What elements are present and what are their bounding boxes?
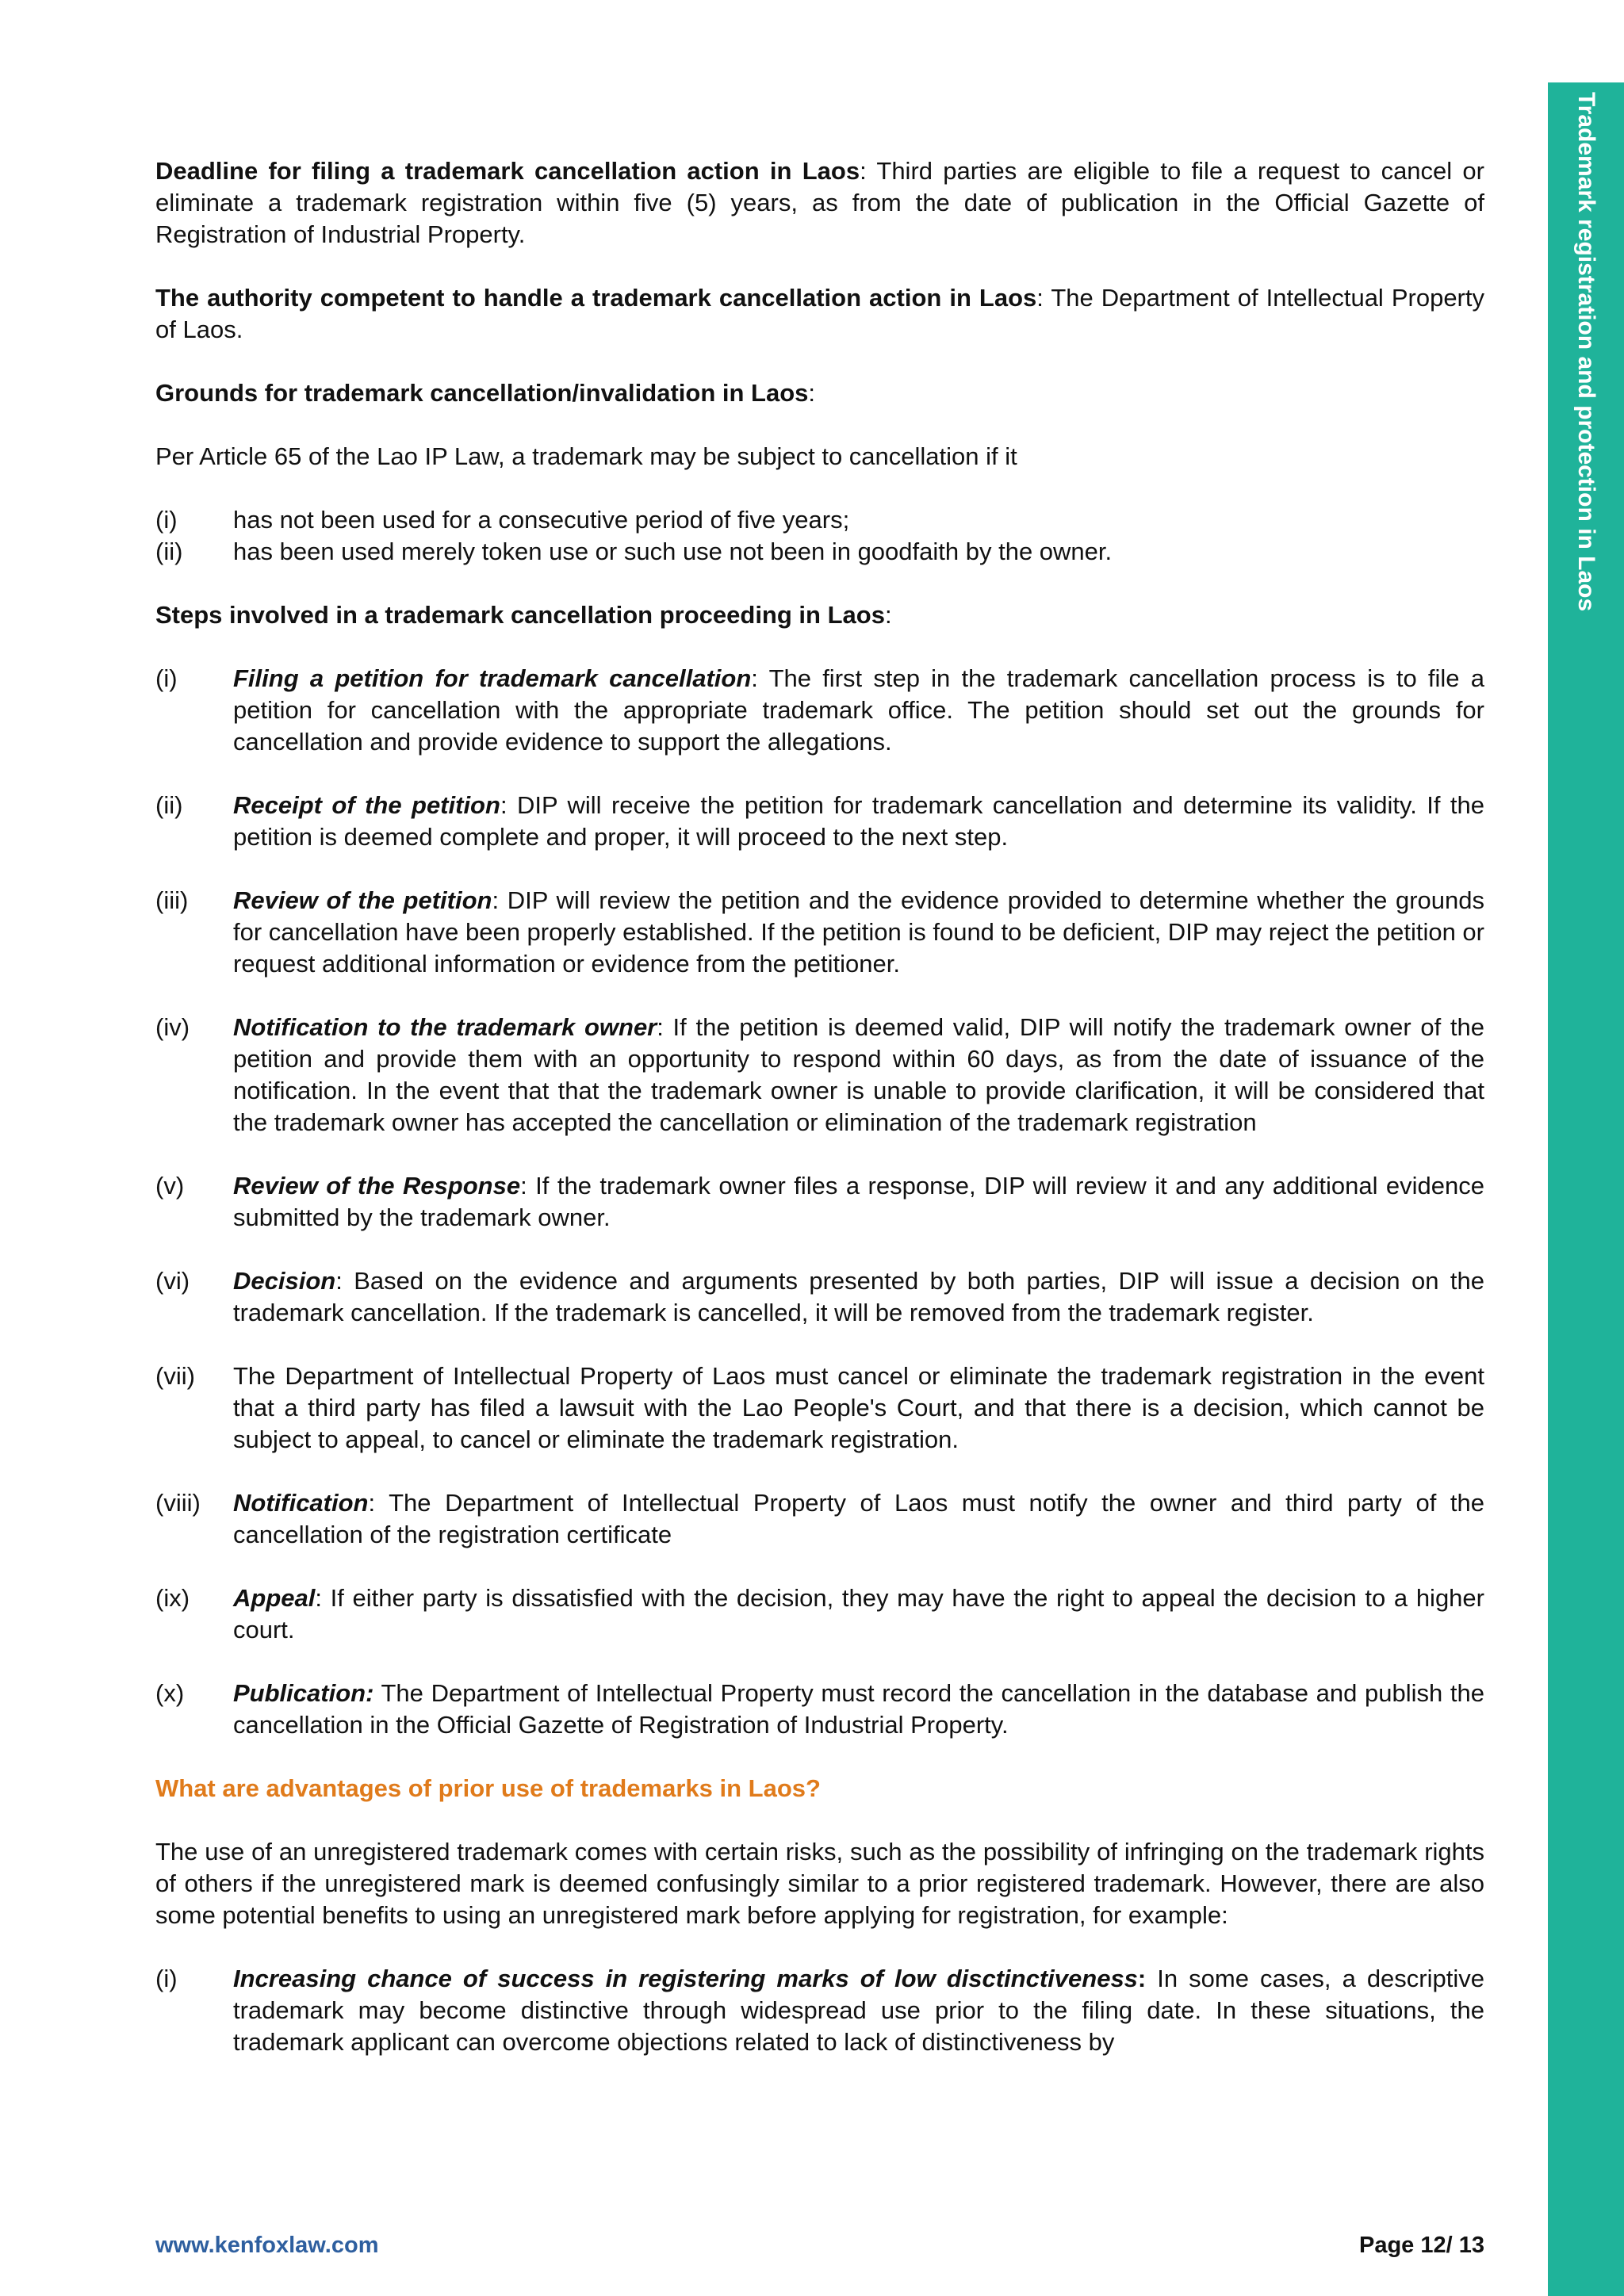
step-body: The Department of Intellectual Property of Laos must cancel or eliminate the trademark registration in the event that a third party has filed a lawsuit with the Lao People's Court, and that there is a decision, which cannot be subject to appeal, to cancel or eliminate the trademark registration. <box>233 1362 1484 1453</box>
list-item <box>155 1487 1484 1551</box>
list-number: (i) <box>155 664 178 692</box>
grounds-heading: Grounds for trademark cancellation/invalidation in Laos <box>155 379 809 407</box>
list-item <box>155 1582 1484 1646</box>
list-text <box>233 1265 1484 1329</box>
list-item <box>155 885 1484 980</box>
deadline-heading: Deadline for filing a trademark cancellation action in Laos <box>155 157 860 185</box>
steps-list <box>155 663 1484 1741</box>
list-text <box>233 1360 1484 1456</box>
document-body <box>155 155 1484 2090</box>
authority-heading: The authority competent to handle a trademark cancellation action in Laos <box>155 284 1037 312</box>
list-number: (ii) <box>155 538 183 565</box>
list-number: (i) <box>155 1965 178 1992</box>
steps-heading: Steps involved in a trademark cancellation proceeding in Laos <box>155 601 885 629</box>
list-item <box>155 1170 1484 1234</box>
grounds-intro: Per Article 65 of the Lao IP Law, a trademark may be subject to cancellation if it <box>155 442 1017 470</box>
sidebar-title: Trademark registration and protection in Laos <box>1573 92 1599 612</box>
step-body: : If the petition is deemed valid, DIP will notify the trademark owner of the petition and provide them with an opportunity to respond within 60 days, as from the date of issuance of the notification. In the event that that the trademark owner is unable to provide clarification, it will be considered that the trademark owner has accepted the cancellation or elimination of the trademark registration <box>233 1013 1484 1136</box>
step-term: Decision <box>233 1267 336 1295</box>
authority-text: : The Department of Intellectual Property of Laos. <box>155 284 1484 343</box>
step-body: : The Department of Intellectual Property of Laos must notify the owner and third party of the cancellation of the registration certificate <box>233 1489 1484 1548</box>
step-body: The Department of Intellectual Property must record the cancellation in the database and publish the cancellation in the Official Gazette of Registration of Industrial Property. <box>233 1679 1484 1739</box>
list-text <box>233 1487 1484 1551</box>
list-item <box>155 1678 1484 1741</box>
prior-use-heading: What are advantages of prior use of trademarks in Laos? <box>155 1774 821 1802</box>
list-item <box>155 1265 1484 1329</box>
list-number: (ix) <box>155 1584 190 1612</box>
step-body: : The first step in the trademark cancellation process is to file a petition for cancellation with the appropriate trademark office. The petition should set out the grounds for cancellation and provide evidence to support the allegations. <box>233 664 1484 756</box>
authority-paragraph <box>155 282 1484 346</box>
list-number: (viii) <box>155 1489 201 1517</box>
step-term: Receipt of the petition <box>233 791 500 819</box>
sidebar-banner <box>1548 82 1624 2296</box>
list-number: (vii) <box>155 1362 195 1390</box>
list-text <box>233 1012 1484 1138</box>
list-text <box>233 885 1484 980</box>
list-text <box>233 1963 1484 2058</box>
list-number: (ii) <box>155 791 183 819</box>
list-text: has not been used for a consecutive period of five years; <box>233 506 850 534</box>
list-item <box>155 1963 1484 2058</box>
deadline-text: : Third parties are eligible to file a request to cancel or eliminate a trademark registration within five (5) years, as from the date of publication in the Official Gazette of Registration of Industrial Property. <box>155 157 1484 248</box>
list-item <box>155 663 1484 758</box>
list-text <box>233 790 1484 853</box>
step-term: Publication: <box>233 1679 374 1707</box>
step-term: Appeal <box>233 1584 316 1612</box>
list-text <box>233 1170 1484 1234</box>
list-text <box>233 1582 1484 1646</box>
list-text <box>233 663 1484 758</box>
footer-page-number: Page 12/ 13 <box>1359 2233 1484 2258</box>
deadline-paragraph <box>155 155 1484 251</box>
grounds-colon: : <box>808 379 816 407</box>
list-number: (iii) <box>155 886 189 914</box>
list-item <box>155 504 1484 536</box>
prior-use-list <box>155 1963 1484 2058</box>
grounds-list <box>155 504 1484 568</box>
step-body: : DIP will receive the petition for trademark cancellation and determine its validity. If the petition is deemed complete and proper, it will proceed to the next step. <box>233 791 1485 851</box>
step-term: Increasing chance of success in registering marks of low disctinctiveness <box>233 1965 1138 1992</box>
list-number: (vi) <box>155 1267 190 1295</box>
list-number: (x) <box>155 1679 185 1707</box>
list-item <box>155 1360 1484 1456</box>
term-colon: : <box>1137 1965 1147 1992</box>
list-number: (iv) <box>155 1013 190 1041</box>
step-term: Review of the petition <box>233 886 492 914</box>
step-term: Review of the Response <box>233 1172 521 1200</box>
list-number: (i) <box>155 506 178 534</box>
step-body: : If either party is dissatisfied with the decision, they may have the right to appeal the decision to a higher court. <box>233 1584 1484 1644</box>
step-term: Filing a petition for trademark cancellation <box>233 664 752 692</box>
steps-paragraph <box>155 599 1484 631</box>
list-item <box>155 1012 1484 1138</box>
list-text: has been used merely token use or such use not been in goodfaith by the owner. <box>233 538 1113 565</box>
steps-colon: : <box>884 601 892 629</box>
step-term: Notification <box>233 1489 369 1517</box>
list-text <box>233 1678 1484 1741</box>
step-body: : DIP will review the petition and the evidence provided to determine whether the grounds for cancellation have been properly established. If the petition is found to be deficient, DIP may reject the petition or request additional information or evidence from the petitioner. <box>233 886 1484 978</box>
step-body: : Based on the evidence and arguments presented by both parties, DIP will issue a decision on the trademark cancellation. If the trademark is cancelled, it will be removed from the trademark register. <box>233 1267 1484 1326</box>
grounds-paragraph <box>155 377 1484 409</box>
footer-website-link[interactable]: www.kenfoxlaw.com <box>155 2233 379 2258</box>
list-item <box>155 790 1484 853</box>
list-number: (v) <box>155 1172 185 1200</box>
step-body: In some cases, a descriptive trademark may become distinctive through widespread use prior to the filing date. In these situations, the trademark applicant can overcome objections related to lack of distinctiveness by <box>233 1965 1484 2056</box>
prior-use-paragraph: The use of an unregistered trademark comes with certain risks, such as the possibility of infringing on the trademark rights of others if the unregistered mark is deemed confusingly similar to a prior registered trademark. However, there are also some potential benefits to using an unregistered mark before applying for registration, for example: <box>155 1838 1484 1929</box>
step-body: : If the trademark owner files a response, DIP will review it and any additional evidence submitted by the trademark owner. <box>233 1172 1485 1231</box>
list-item <box>155 536 1484 568</box>
step-term: Notification to the trademark owner <box>233 1013 657 1041</box>
